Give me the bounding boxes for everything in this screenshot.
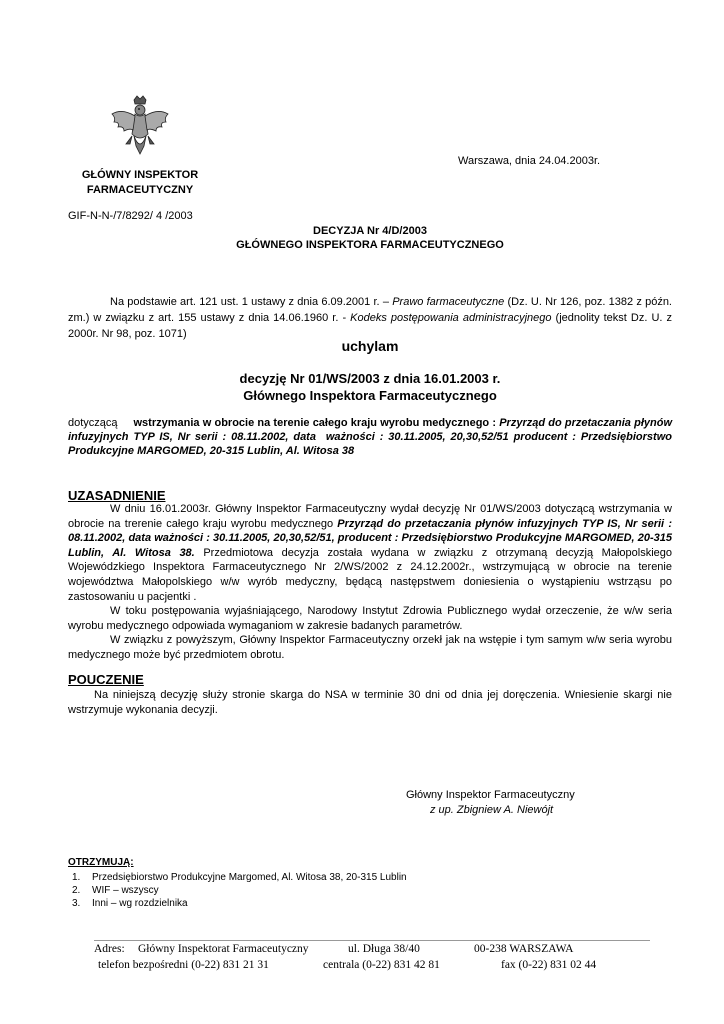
decision-title-line-2: GŁÓWNEGO INSPEKTORA FARMACEUTYCZNEGO [236, 239, 504, 251]
footer-city: 00-238 WARSZAWA [474, 943, 574, 955]
authority-line-1: GŁÓWNY INSPEKTOR [81, 169, 199, 181]
decision-title-line-1: DECYZJA Nr 4/D/2003 [313, 225, 427, 237]
signature-name: z up. Zbigniew A. Niewójt [430, 804, 554, 816]
justification-paragraph-3 [68, 633, 672, 662]
recipients-list [72, 871, 632, 910]
footer-fax: fax (0-22) 831 02 44 [501, 959, 597, 971]
ruling-verb: uchylam [341, 338, 399, 354]
footer-phone-line [98, 959, 658, 975]
footer-address-line [94, 943, 654, 959]
issuing-authority [60, 168, 220, 198]
signature-block [380, 788, 620, 818]
justification-product: Przyrząd do przetaczania płynów infuzyjnych TYP IS, Nr serii : 08.11.2002, data ważności : 30.11.2005, 20,30,52/51, producent : Przedsiębiorstwo Produkcyjne MARGOMED, 20-315 Lublin, Al. Witosa 38. [68, 517, 673, 559]
justification-paragraph-1 [68, 502, 672, 604]
ruling-line-2: Głównego Inspektora Farmaceutycznego [243, 388, 497, 403]
instruction-text: Na niniejszą decyzję służy stronie skarga do NSA w terminie 30 dni od dnia jej doręczenia. Wniesienie skargi nie wstrzymuje wykonania decyzji. [68, 689, 672, 716]
justification-body [68, 502, 672, 663]
ruling-decision [170, 370, 570, 404]
legal-basis-act-1: Prawo farmaceutyczne [392, 296, 505, 308]
justification-text-1a: W dniu 16.01.2003r. Główny Inspektor Farmaceutyczny wydał decyzję Nr 01/WS/2003 dotyczącą wstrzymania w obrocie na trerenie całego kraju wyrobu medycznego [68, 503, 672, 530]
justification-heading: UZASADNIENIE [68, 488, 166, 503]
concerning-subject: wstrzymania w obrocie na terenie całego kraju wyrobu medycznego : [133, 417, 500, 429]
concerning-paragraph [68, 416, 676, 458]
footer-street: ul. Długa 38/40 [348, 943, 420, 955]
justification-paragraph-2 [68, 604, 672, 633]
legal-basis-text-3: (jednolity tekst Dz. U. z 2000r. Nr 98, poz. 1071) [68, 312, 672, 340]
ruling-line-1: decyzję Nr 01/WS/2003 z dnia 16.01.2003 r. [239, 371, 501, 386]
footer-divider [94, 940, 650, 941]
authority-line-2: FARMACEUTYCZNY [86, 184, 194, 196]
polish-eagle-emblem-icon [104, 94, 176, 160]
concerning-product: Przyrząd do przetaczania płynów infuzyjnych TYP IS, Nr serii : 08.11.2002, data ważności : 30.11.2005, 20,30,52/51 producent : Przedsiębiorstwo Produkcyjne MARGOMED, 20-315 Lublin, Al. Witosa 38 [68, 417, 676, 457]
justification-text-3: W związku z powyższym, Główny Inspektor Farmaceutyczny orzekł jak na wstępie i tym samym w/w seria wyrobu medycznego może być przedmiotem obrotu. [68, 634, 672, 661]
legal-basis-text-1: Na podstawie art. 121 ust. 1 ustawy z dnia 6.09.2001 r. – [110, 296, 393, 308]
footer-address-label: Adres: [94, 943, 125, 955]
decision-title [170, 224, 570, 252]
footer-address-name: Główny Inspektorat Farmaceutyczny [138, 943, 309, 955]
footer-phone-direct: telefon bezpośredni (0-22) 831 21 31 [98, 959, 269, 971]
legal-basis-text-2: (Dz. U. Nr 126, poz. 1382 z późn. zm.) w związku z art. 155 ustawy z dnia 14.06.1960 r. - [68, 296, 672, 324]
list-item: 2. WIF – wszyscy [72, 885, 159, 896]
recipients-heading: OTRZYMUJĄ: [68, 857, 134, 868]
footer-phone-central: centrala (0-22) 831 42 81 [323, 959, 440, 971]
concerning-label: dotyczącą [68, 417, 134, 429]
instruction-paragraph [68, 688, 672, 718]
list-item: 1. Przedsiębiorstwo Produkcyjne Margomed, Al. Witosa 38, 20-315 Lublin [72, 872, 407, 883]
signature-title: Główny Inspektor Farmaceutyczny [406, 789, 575, 801]
list-item: 3. Inni – wg rozdzielnika [72, 898, 188, 909]
legal-basis-paragraph [68, 294, 672, 342]
justification-text-1c: Przedmiotowa decyzja została wydana w związku z otrzymaną decyzją Małopolskiego Wojewódzkiego Inspektora Farmaceutycznego Nr 2/WS/2002 z 24.12.2002r., wstrzymującą w obrocie na terenie województwa Małopolskiego w/w wyrób medyczny, będącą następstwem doniesienia o wystąpieniu wstrząsu po zastosowaniu u pacjentki . [68, 546, 672, 603]
reference-number: GIF-N-N-/7/8292/ 4 /2003 [68, 210, 193, 222]
place-date: Warszawa, dnia 24.04.2003r. [458, 155, 601, 167]
legal-basis-act-2: Kodeks postępowania administracyjnego [350, 312, 552, 324]
justification-text-2: W toku postępowania wyjaśniającego, Narodowy Instytut Zdrowia Publicznego wydał orzeczenie, że w/w seria wyrobu medycznego odpowiada wymaganiom w zakresie badanych parametrów. [68, 605, 672, 632]
instruction-heading: POUCZENIE [68, 672, 144, 687]
